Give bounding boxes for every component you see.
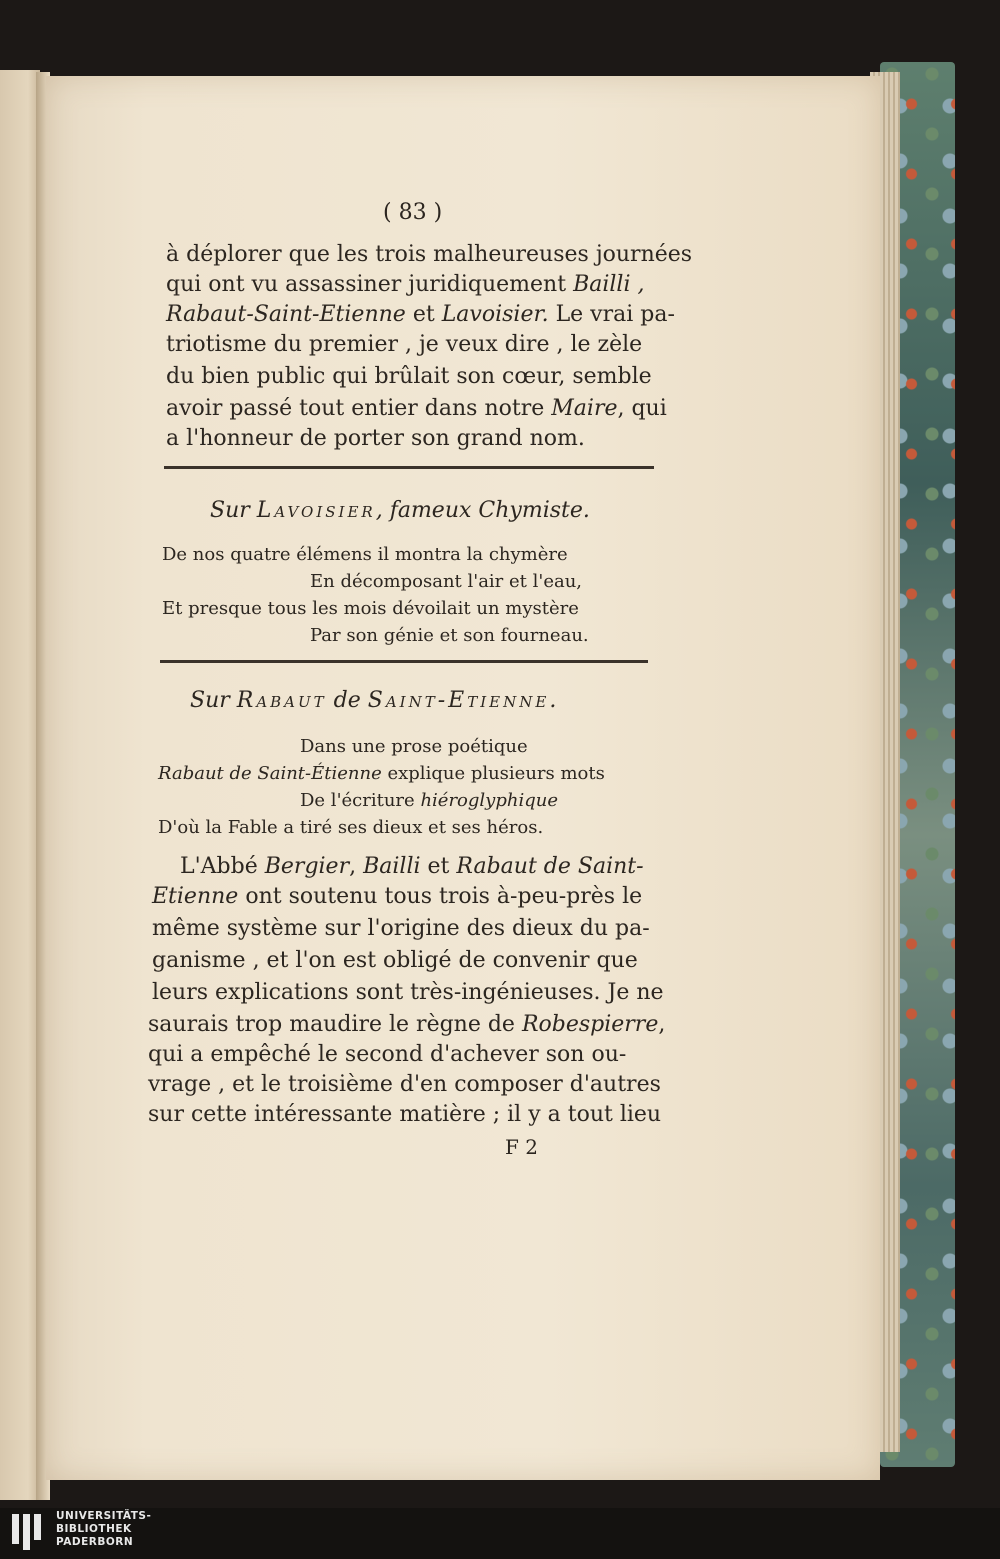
italic-name: Maire	[551, 396, 618, 421]
text-run: avoir passé tout entier dans notre	[166, 396, 545, 421]
text-line: qui a empêché le second d'achever son ou-	[148, 1042, 627, 1067]
text-line	[166, 394, 667, 424]
section-rule	[164, 466, 654, 469]
page-number: ( 83 )	[383, 200, 443, 225]
text-run: saurais trop maudire le règne de	[148, 1012, 515, 1037]
verse-line: D'où la Fable a tiré ses dieux et ses héros.	[158, 817, 544, 838]
title-de: de	[333, 688, 361, 713]
text-run: ,	[658, 1012, 666, 1037]
text-run: qui ont vu assassiner juridiquement	[166, 272, 567, 297]
italic-name: Rabaut de Saint-Étienne	[158, 763, 382, 784]
library-logo-text: UNIVERSITÄTS- BIBLIOTHEK PADERBORN	[56, 1510, 152, 1548]
text-run: L'Abbé	[180, 854, 258, 879]
text-run: ,	[349, 854, 357, 879]
title-name: Rabaut	[236, 688, 327, 713]
signature-mark: F 2	[505, 1135, 538, 1159]
verse-line	[300, 786, 558, 816]
text-line	[148, 1010, 665, 1040]
italic-name: Rabaut-Saint-Etienne	[166, 302, 406, 327]
text-line: vrage , et le troisième d'en composer d'autres	[148, 1072, 661, 1097]
title-prefix: Sur	[190, 688, 230, 713]
text-line: même système sur l'origine des dieux du pa-	[152, 916, 650, 941]
text-run: et	[427, 854, 450, 879]
italic-name: Etienne	[152, 884, 239, 909]
section-title	[210, 496, 590, 526]
verse-line: En décomposant l'air et l'eau,	[310, 571, 583, 592]
title-rest: , fameux Chymiste.	[375, 498, 590, 523]
italic-word: hiéroglyphique	[420, 790, 558, 811]
text-line: sur cette intéressante matière ; il y a tout lieu	[148, 1102, 662, 1127]
text-line: triotisme du premier , je veux dire , le zèle	[166, 332, 643, 357]
text-line: a l'honneur de porter son grand nom.	[166, 426, 585, 451]
section-rule	[160, 660, 648, 663]
text-line	[166, 270, 645, 300]
text-run: Le vrai pa-	[555, 302, 675, 327]
italic-name: Bailli ,	[573, 272, 645, 297]
text-line	[166, 300, 675, 330]
verso-page	[0, 70, 40, 1500]
italic-name: Bergier	[264, 854, 350, 879]
italic-name: Lavoisier.	[441, 302, 549, 327]
text-line	[180, 852, 644, 882]
text-run: explique plusieurs mots	[387, 763, 605, 784]
title-name2: Saint-Etienne.	[367, 688, 560, 713]
verse-line: Par son génie et son fourneau.	[310, 625, 589, 646]
verse-line: Dans une prose poétique	[300, 736, 528, 757]
verse-line: Et presque tous les mois dévoilait un mystère	[162, 598, 579, 619]
italic-name: Bailli	[363, 854, 421, 879]
text-run: De l'écriture	[300, 790, 415, 811]
text-run: , qui	[617, 396, 667, 421]
italic-name: Robespierre	[521, 1012, 659, 1037]
text-run: ont soutenu tous trois à-peu-près le	[245, 884, 643, 909]
text-line: du bien public qui brûlait son cœur, semble	[166, 364, 652, 389]
text-line	[152, 882, 642, 912]
text-run: et	[412, 302, 435, 327]
section-title	[190, 686, 559, 716]
italic-name: Rabaut de Saint-	[456, 854, 644, 879]
title-name: Lavoisier	[256, 498, 376, 523]
verse-line: De nos quatre élémens il montra la chymère	[162, 544, 568, 565]
text-line: à déplorer que les trois malheureuses journées	[166, 242, 693, 267]
library-logo-icon	[10, 1512, 44, 1552]
text-line: ganisme , et l'on est obligé de convenir que	[152, 948, 638, 973]
text-line: leurs explications sont très-ingénieuses. Je ne	[152, 980, 664, 1005]
title-prefix: Sur	[210, 498, 250, 523]
verse-line	[158, 759, 605, 789]
